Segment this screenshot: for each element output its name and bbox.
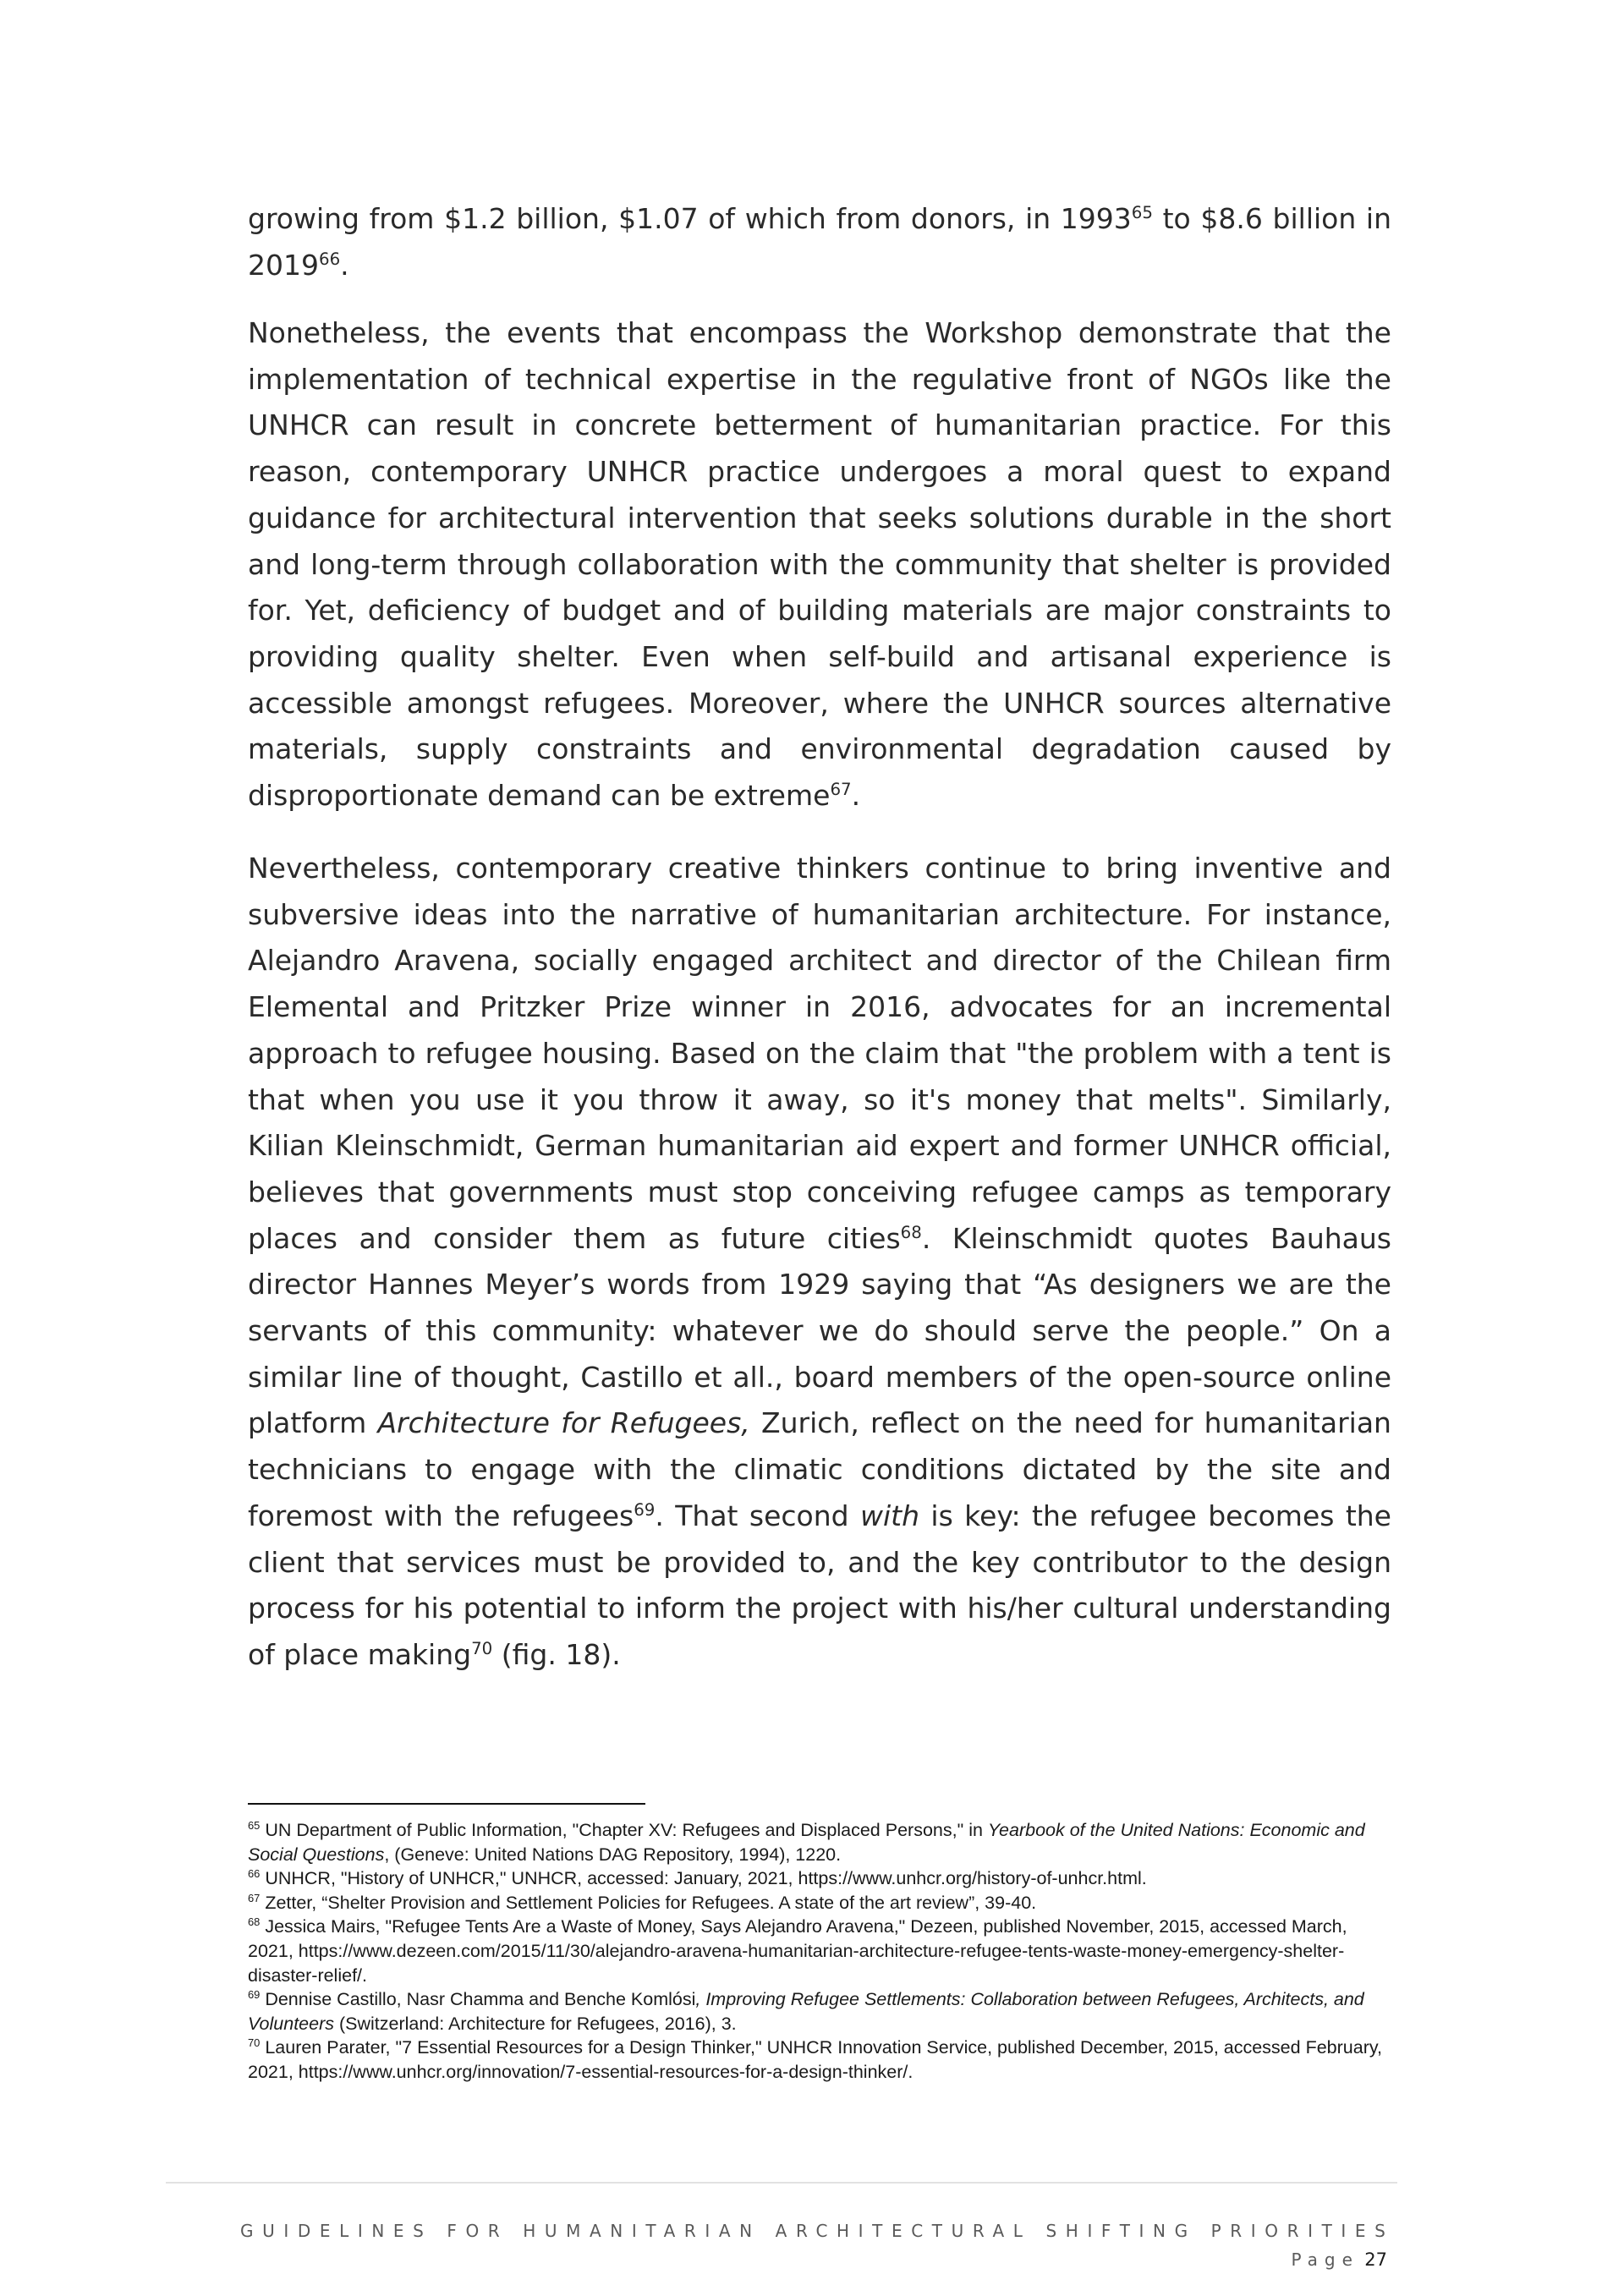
footnote — [248, 2036, 1391, 2084]
running-footer-title: GUIDELINES FOR HUMANITARIAN ARCHITECTURAL SHIFTING PRIORITIES — [240, 2221, 1395, 2241]
footnote — [248, 1818, 1391, 1866]
page-number: 27 — [1364, 2249, 1387, 2270]
footnote — [248, 1987, 1391, 2036]
footnote-text: (Switzerland: Architecture for Refugees, 2016), 3. — [334, 2013, 737, 2034]
footnote-number: 67 — [248, 1891, 261, 1904]
footnote-reference[interactable]: 68 — [900, 1222, 922, 1242]
paragraph-text: Nonetheless, the events that encompass the Workshop demonstrate that the implementation of technical expertise in the regulative front of NGOs like the UNHCR can result in concrete betterment of humanitarian practice. For this reason, contemporary UNHCR practice undergoes a moral quest to expand guidance for architectural intervention that seeks solutions durable in the short and long-term through collaboration with the community that shelter is provided for. Yet, deficiency of budget and of building materials are major constraints to providing quality shelter. Even when self-build and artisanal experience is accessible amongst refugees. Moreover, where the UNHCR sources alternative materials, supply constraints and environmental degradation caused by disproportionate demand can be extreme — [248, 316, 1391, 813]
footnote — [248, 1891, 1391, 1915]
footnote-text: UNHCR, "History of UNHCR," UNHCR, accessed: January, 2021, https://www.unhcr.org/history-of-unhcr.html. — [260, 1868, 1147, 1889]
footnote-number: 70 — [248, 2036, 261, 2050]
footnote — [248, 1866, 1391, 1891]
paragraph-text: Nevertheless, contemporary creative thinkers continue to bring inventive and subversive ideas into the narrative of humanitarian architecture. For instance, Alejandro Aravena, socially engaged architect and director of the Chilean firm Elemental and Pritzker Prize winner in 2016, advocates for an incremental approach to refugee housing. Based on the claim that "the problem with a tent is that when you use it you throw it away, so it's money that melts". Similarly, Kilian Kleinschmidt, German humanitarian aid expert and former UNHCR official, believes that governments must stop conceiving refugee camps as temporary places and consider them as future cities — [248, 852, 1391, 1255]
paragraph-text: to $8.6 billion in 2019 — [248, 202, 1391, 282]
paragraph-text: (fig. 18). — [492, 1637, 621, 1671]
footnote-text: Zetter, “Shelter Provision and Settlement Policies for Refugees. A state of the art review”, 39-40. — [260, 1892, 1037, 1913]
italic-emphasis: with — [859, 1499, 919, 1532]
footnote-reference[interactable]: 70 — [471, 1638, 493, 1658]
page-label: Page — [1291, 2249, 1359, 2270]
paragraph-text: . — [851, 779, 861, 813]
footnote-text: UN Department of Public Information, "Chapter XV: Refugees and Displaced Persons," in — [260, 1820, 988, 1840]
paragraph-text: . — [340, 248, 349, 282]
footnote-text: Jessica Mairs, "Refugee Tents Are a Waste of Money, Says Alejandro Aravena," Dezeen, published November, 2015, accessed March, 2021, https://www.dezeen.com/2015/11/30/alejandro-aravena-humanitarian-architecture-refugee-tents-waste-money-emergency-shelter-disaster-relief/. — [248, 1916, 1347, 1986]
paragraph-text: Zurich, reflect on the need for humanitarian technicians to engage with the climatic conditions dictated by the site and foremost with the refugees — [248, 1406, 1391, 1532]
footnote-italic-title: Yearbook of the United Nations: Economic and Social Questions — [248, 1820, 1365, 1865]
footnote-number: 66 — [248, 1867, 261, 1881]
footnote-text: , (Geneve: United Nations DAG Repository, 1994), 1220. — [384, 1844, 842, 1865]
footnote-reference[interactable]: 66 — [318, 249, 341, 269]
footnote-number: 65 — [248, 1818, 261, 1832]
footnotes-section — [248, 1818, 1391, 2085]
footnote — [248, 1915, 1391, 1987]
footnote-reference[interactable]: 67 — [830, 780, 852, 800]
page-number-label — [1291, 2249, 1387, 2270]
body-paragraph — [248, 196, 1391, 288]
paragraph-text: . That second — [655, 1499, 860, 1532]
footnote-number: 68 — [248, 1915, 261, 1929]
paragraph-text: is key: the refugee becomes the client that services must be provided to, and the key contributor to the design process for his potential to inform the project with his/her cultural understanding of place making — [248, 1499, 1391, 1671]
footnote-number: 69 — [248, 1988, 261, 2001]
footnote-text: Lauren Parater, "7 Essential Resources for a Design Thinker," UNHCR Innovation Service, published December, 2015, accessed February, 2021, https://www.unhcr.org/innovation/7-essential-resources-for-a-design-thinker/. — [248, 2037, 1382, 2082]
italic-title: Architecture for Refugees, — [377, 1406, 750, 1440]
body-paragraph — [248, 310, 1391, 819]
paragraph-text: growing from $1.2 billion, $1.07 of which from donors, in 1993 — [248, 202, 1132, 235]
footnote-text: Dennise Castillo, Nasr Chamma and Benche Komlósi — [260, 1989, 696, 2010]
footnote-reference[interactable]: 69 — [634, 1499, 656, 1520]
body-paragraph — [248, 846, 1391, 1679]
footer-divider — [166, 2182, 1397, 2184]
footnote-reference[interactable]: 65 — [1131, 203, 1153, 222]
paragraph-text: . Kleinschmidt quotes Bauhaus director Hannes Meyer’s words from 1929 saying that “As designers we are the servants of this community: whatever we do should serve the people.” On a similar line of thought, Castillo et all., board members of the open-source online platform — [248, 1221, 1391, 1440]
footnote-separator — [248, 1803, 645, 1805]
footnote-italic-title: , Improving Refugee Settlements: Collaboration between Refugees, Architects, and Volunteers — [248, 1989, 1364, 2034]
